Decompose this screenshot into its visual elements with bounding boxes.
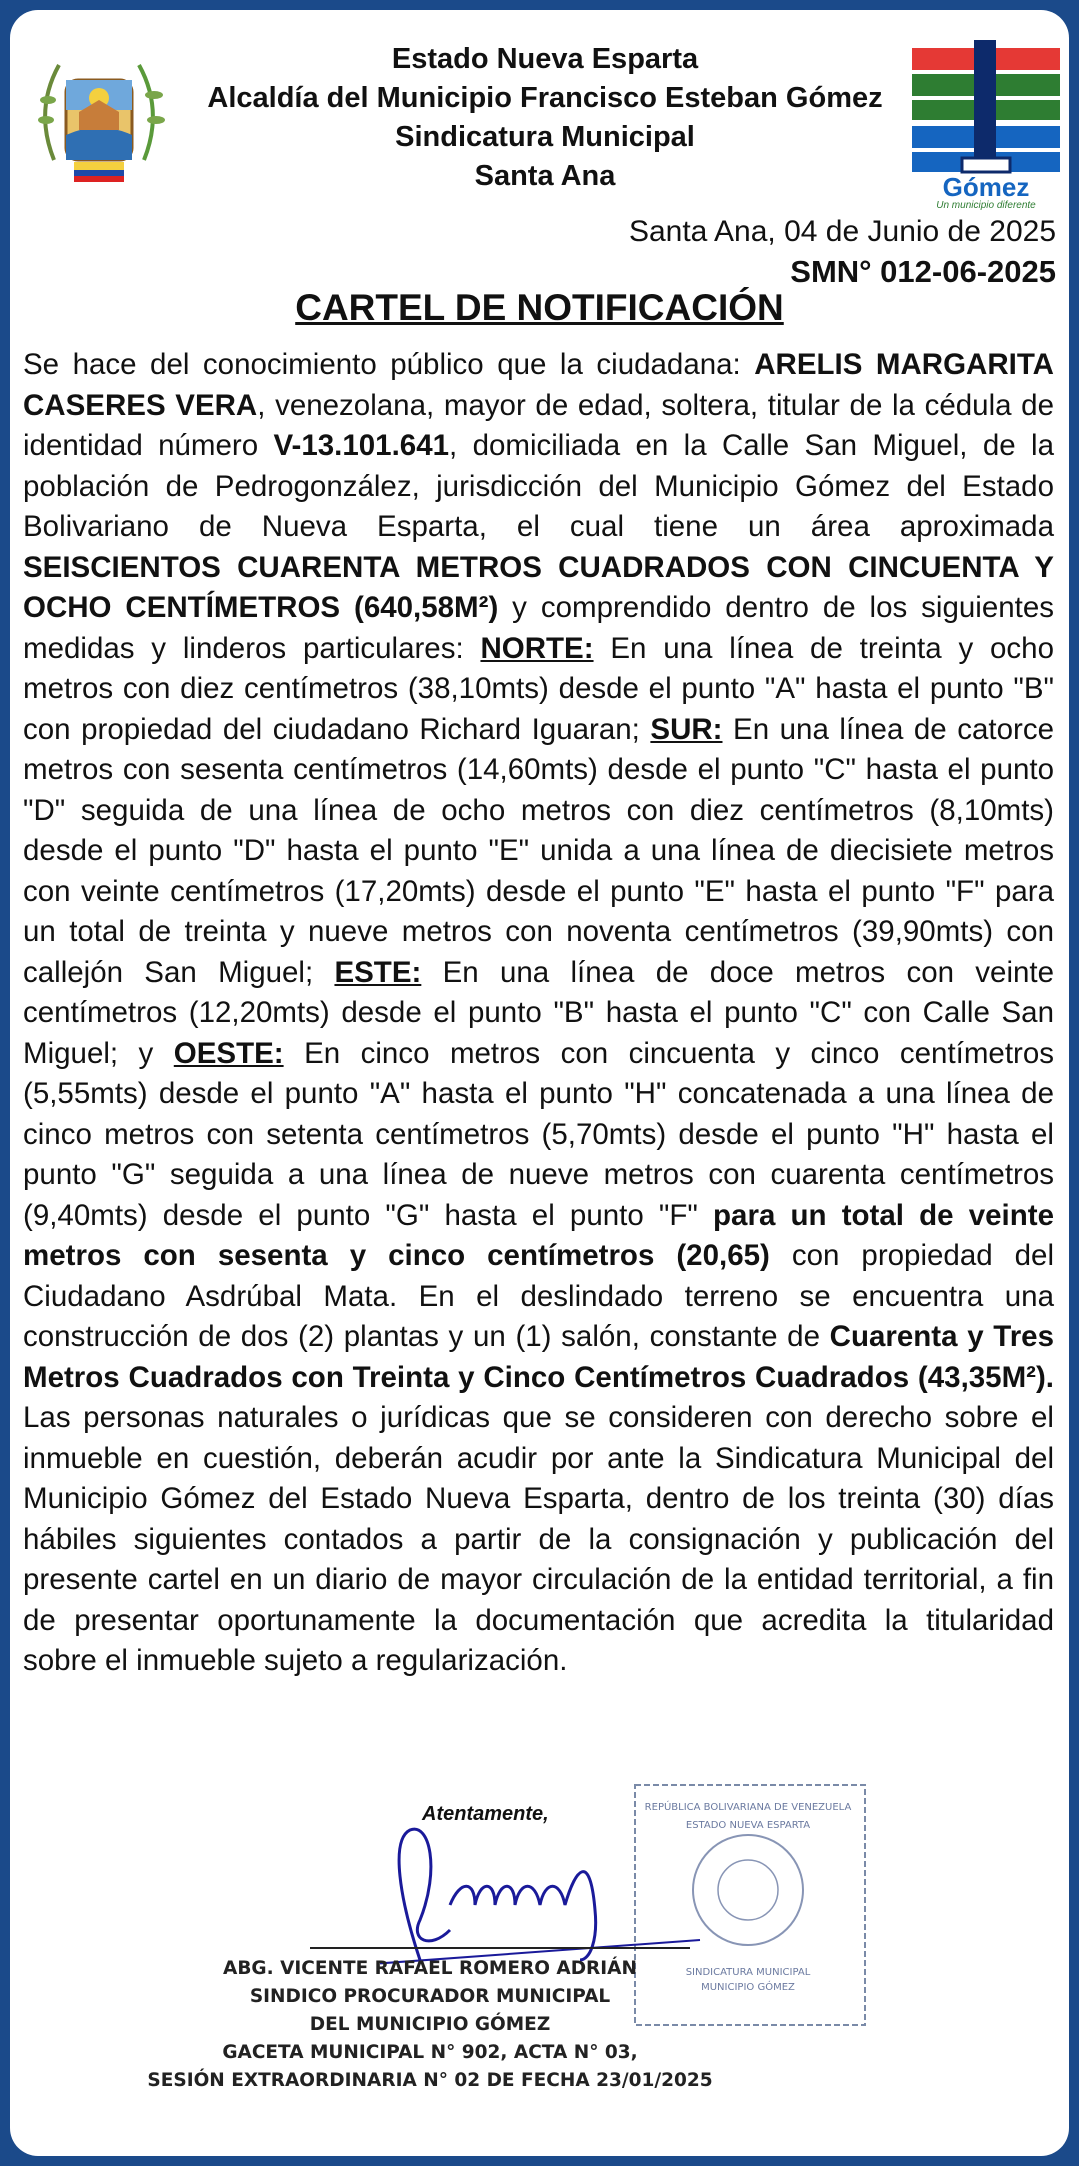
citizen-id: V-13.101.641 <box>273 429 450 462</box>
reference-number: SMN° 012-06-2025 <box>790 254 1056 289</box>
notification-poster <box>10 10 1069 2156</box>
signature-line <box>310 1947 690 1949</box>
gomez-monument-logo-icon <box>912 40 1060 210</box>
boundary-west-total: para un total de veinte metros con sesenta y cinco centímetros (20,65) <box>23 1198 1054 1272</box>
signatory-title: SINDICO PROCURADOR MUNICIPAL <box>249 1986 611 2007</box>
header-line-mayoralty: Alcaldía del Municipio Francisco Esteban Gómez <box>207 82 883 114</box>
notification-body <box>23 345 1054 1682</box>
stamp-text-line3: SINDICATURA MUNICIPAL <box>685 1967 811 1978</box>
date-line: Santa Ana, 04 de Junio de 2025 <box>628 215 1056 248</box>
handwritten-signature-icon <box>380 1810 730 1970</box>
municipal-coat-of-arms-icon <box>24 40 174 190</box>
boundary-north: En una línea de treinta y ocho metros con diez centímetros (38,10mts) desde el punto "A" hasta el punto "B" con propiedad del ciudadano Richard Iguaran; <box>23 631 1054 746</box>
boundary-label-east: ESTE: <box>334 955 422 989</box>
boundary-label-west: OESTE: <box>173 1036 284 1070</box>
area-total: SEISCIENTOS CUARENTA METROS CUADRADOS CON CINCUENTA Y OCHO CENTÍMETROS (640,58M²) <box>23 550 1054 624</box>
header <box>160 40 930 196</box>
logo-text: Gómez <box>942 172 1030 202</box>
body-text: con propiedad del Ciudadano Asdrúbal Mata. En el deslindado terreno se encuentra una construcción de dos (2) plantas y un (1) salón, constante de <box>23 1239 1054 1353</box>
construction-area: Cuarenta y Tres Metros Cuadrados con Treinta y Cinco Centímetros Cuadrados (43,35M²). <box>23 1320 1054 1394</box>
header-line-state: Estado Nueva Esparta <box>391 43 699 75</box>
body-text: Las personas naturales o jurídicas que se consideren con derecho sobre el inmueble en cuestión, deberán acudir por ante la Sindicatura Municipal del Municipio Gómez del Estado Nueva Esparta, dentro de los treinta (30) días hábiles siguientes contados a partir de la consignación y publicación del presente cartel en un diario de mayor circulación de la entidad territorial, a fin de presentar oportunamente la documentación que acredita la titularidad sobre el inmueble sujeto a regularización. <box>23 1401 1054 1677</box>
boundary-label-north: NORTE: <box>480 631 594 665</box>
stamp-text-top: REPÚBLICA BOLIVARIANA DE VENEZUELA <box>644 1802 852 1813</box>
boundary-label-south: SUR: <box>650 712 723 746</box>
boundary-south: En una línea de catorce metros con sesenta centímetros (14,60mts) desde el punto "C" hasta el punto "D" seguida de una línea de ocho metros con diez centímetros (8,10mts) desde el punto "D" hasta el punto "E" unida a una línea de diecisiete metros con veinte centímetros (17,20mts) desde el punto "E" hasta el punto "F" para un total de treinta y nueve metros con noventa centímetros (39,90mts) con callejón San Miguel; <box>23 712 1054 989</box>
boundary-west: En cinco metros con cincuenta y cinco centímetros (5,55mts) desde el punto "A" hasta el punto "H" concatenada a una línea de cinco metros con setenta centímetros (5,70mts) desde el punto "H" hasta el punto "G" seguida a una línea de nueve metros con cuarenta centímetros (9,40mts) desde el punto "G" hasta el punto "F" <box>23 1036 1054 1232</box>
body-text: Se hace del conocimiento público que la ciudadana: <box>23 348 755 381</box>
signatory-gazette: GACETA MUNICIPAL N° 902, ACTA N° 03, <box>222 2042 638 2063</box>
signatory-session: SESIÓN EXTRAORDINARIA N° 02 DE FECHA 23/01/2025 <box>147 2070 713 2091</box>
citizen-name: ARELIS MARGARITA CASERES VERA <box>23 348 1054 422</box>
header-line-city: Santa Ana <box>474 160 616 192</box>
stamp-text-line2: ESTADO NUEVA ESPARTA <box>685 1820 811 1831</box>
signatory-municipality: DEL MUNICIPIO GÓMEZ <box>309 2014 551 2035</box>
stamp-text-line4: MUNICIPIO GÓMEZ <box>701 1982 795 1993</box>
body-text: , domiciliada en la Calle San Miguel, de la población de Pedrogonzález, jurisdicción del Municipio Gómez del Estado Bolivariano de Nueva Esparta, el cual tiene un área aproximada <box>23 429 1054 543</box>
body-text: , venezolana, mayor de edad, soltera, titular de la cédula de identidad número <box>23 388 1054 462</box>
boundary-east: En una línea de doce metros con veinte centímetros (12,20mts) desde el punto "B" hasta el punto "C" con Calle San Miguel; y <box>23 955 1055 1070</box>
closing-salutation: Atentamente, <box>422 1803 549 1825</box>
header-line-sindicatura: Sindicatura Municipal <box>395 121 695 153</box>
page-title: CARTEL DE NOTIFICACIÓN <box>295 287 784 328</box>
signatory-block <box>140 1955 720 2095</box>
signatory-name: ABG. VICENTE RAFAEL ROMERO ADRIÁN <box>223 1958 637 1979</box>
logo-slogan: Un municipio diferente <box>936 200 1036 210</box>
body-text: y comprendido dentro de los siguientes medidas y linderos particulares: <box>23 591 1054 665</box>
